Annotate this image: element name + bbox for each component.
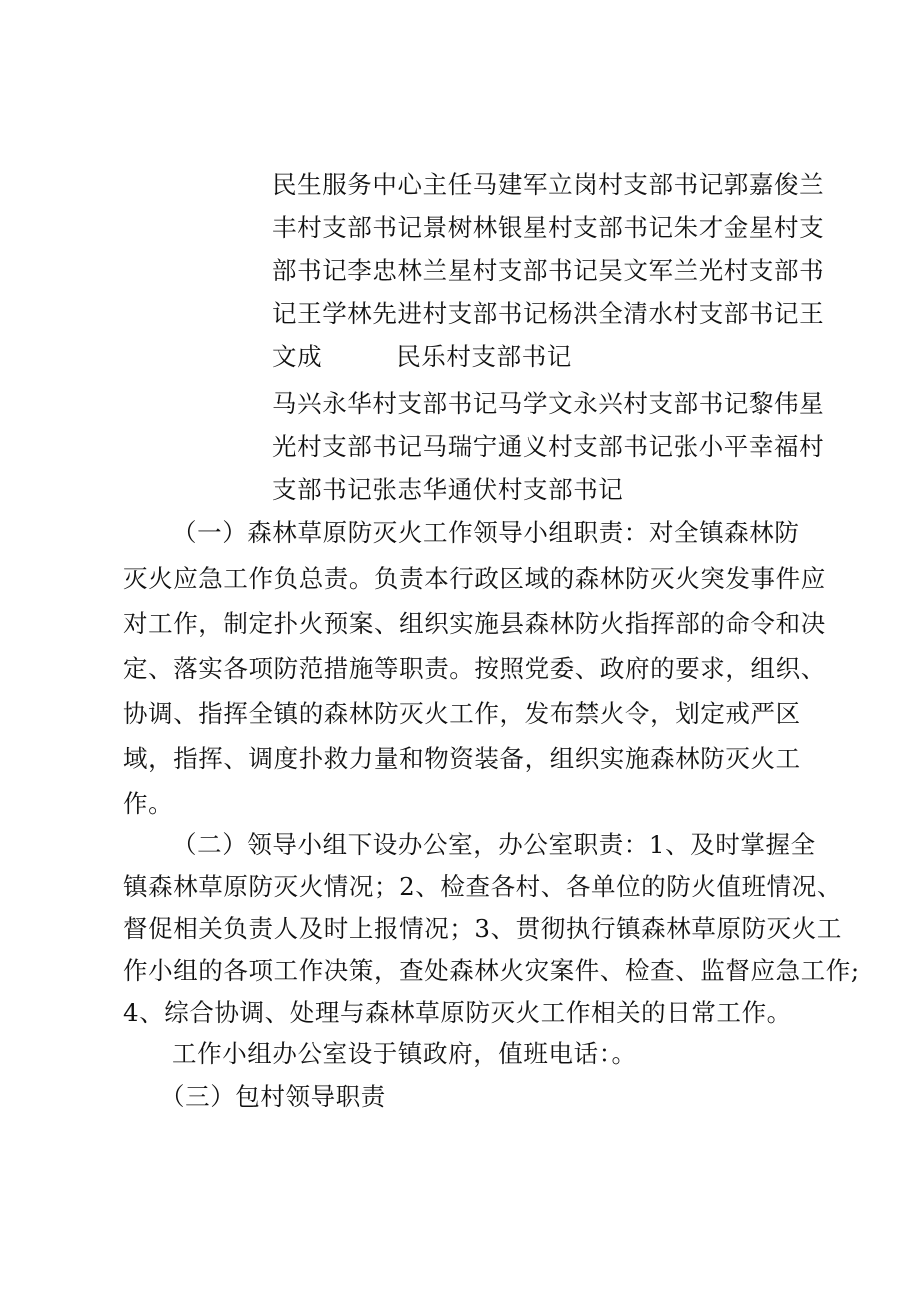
section1-line-5: 协调、指挥全镇的森林防灭火工作，发布禁火令，划定戒严区 [123,699,801,728]
member-list-line-7: 光村支部书记马瑞宁通义村支部书记张小平幸福村 [272,432,825,461]
section1-line-3: 对工作，制定扑火预案、组织实施县森林防火指挥部的命令和决 [123,609,826,638]
member-list-line-6: 马兴永华村支部书记马学文永兴村支部书记黎伟星 [272,389,825,418]
section2-line-3: 督促相关负责人及时上报情况；3、贯彻执行镇森林草原防灭火工 [123,914,842,943]
section3-heading: （三）包村领导职责 [160,1082,386,1111]
member-list-line-3: 部书记李忠林兰星村支部书记吴文军兰光村支部书 [272,256,825,285]
member-list-line-8: 支部书记张志华通伏村支部书记 [272,475,624,504]
member-list-line-5 [272,340,572,374]
member-list-line-5-b: 民乐村支部书记 [396,342,572,371]
member-list-line-5-a: 文成 [272,342,323,371]
section2-line-5: 4、综合协调、处理与森林草原防灭火工作相关的日常工作。 [123,998,792,1027]
section2-line-4: 作小组的各项工作决策，查处森林火灾案件、检查、监督应急工作; [123,956,860,985]
section1-line-7: 作。 [123,789,174,818]
member-list-line-1: 民生服务中心主任马建军立岗村支部书记郭嘉俊兰 [272,170,825,199]
section1-line-2: 灭火应急工作负总责。负责本行政区域的森林防灭火突发事件应 [123,564,826,593]
section1-line-4: 定、落实各项防范措施等职责。按照党委、政府的要求，组织、 [123,654,826,683]
office-note: 工作小组办公室设于镇政府，值班电话：。 [172,1039,637,1068]
member-list-line-2: 丰村支部书记景树林银星村支部书记朱才金星村支 [272,213,825,242]
section1-line-6: 域，指挥、调度扑救力量和物资装备，组织实施森林防灭火工 [123,744,801,773]
section2-line-1: （二）领导小组下设办公室，办公室职责：1、及时掌握全 [172,830,816,859]
section1-line-1: （一）森林草原防灭火工作领导小组职责：对全镇森林防 [172,518,800,547]
section2-line-2: 镇森林草原防灭火情况；2、检查各村、各单位的防火值班情况、 [123,872,842,901]
member-list-line-4: 记王学林先进村支部书记杨洪全清水村支部书记王 [272,299,825,328]
